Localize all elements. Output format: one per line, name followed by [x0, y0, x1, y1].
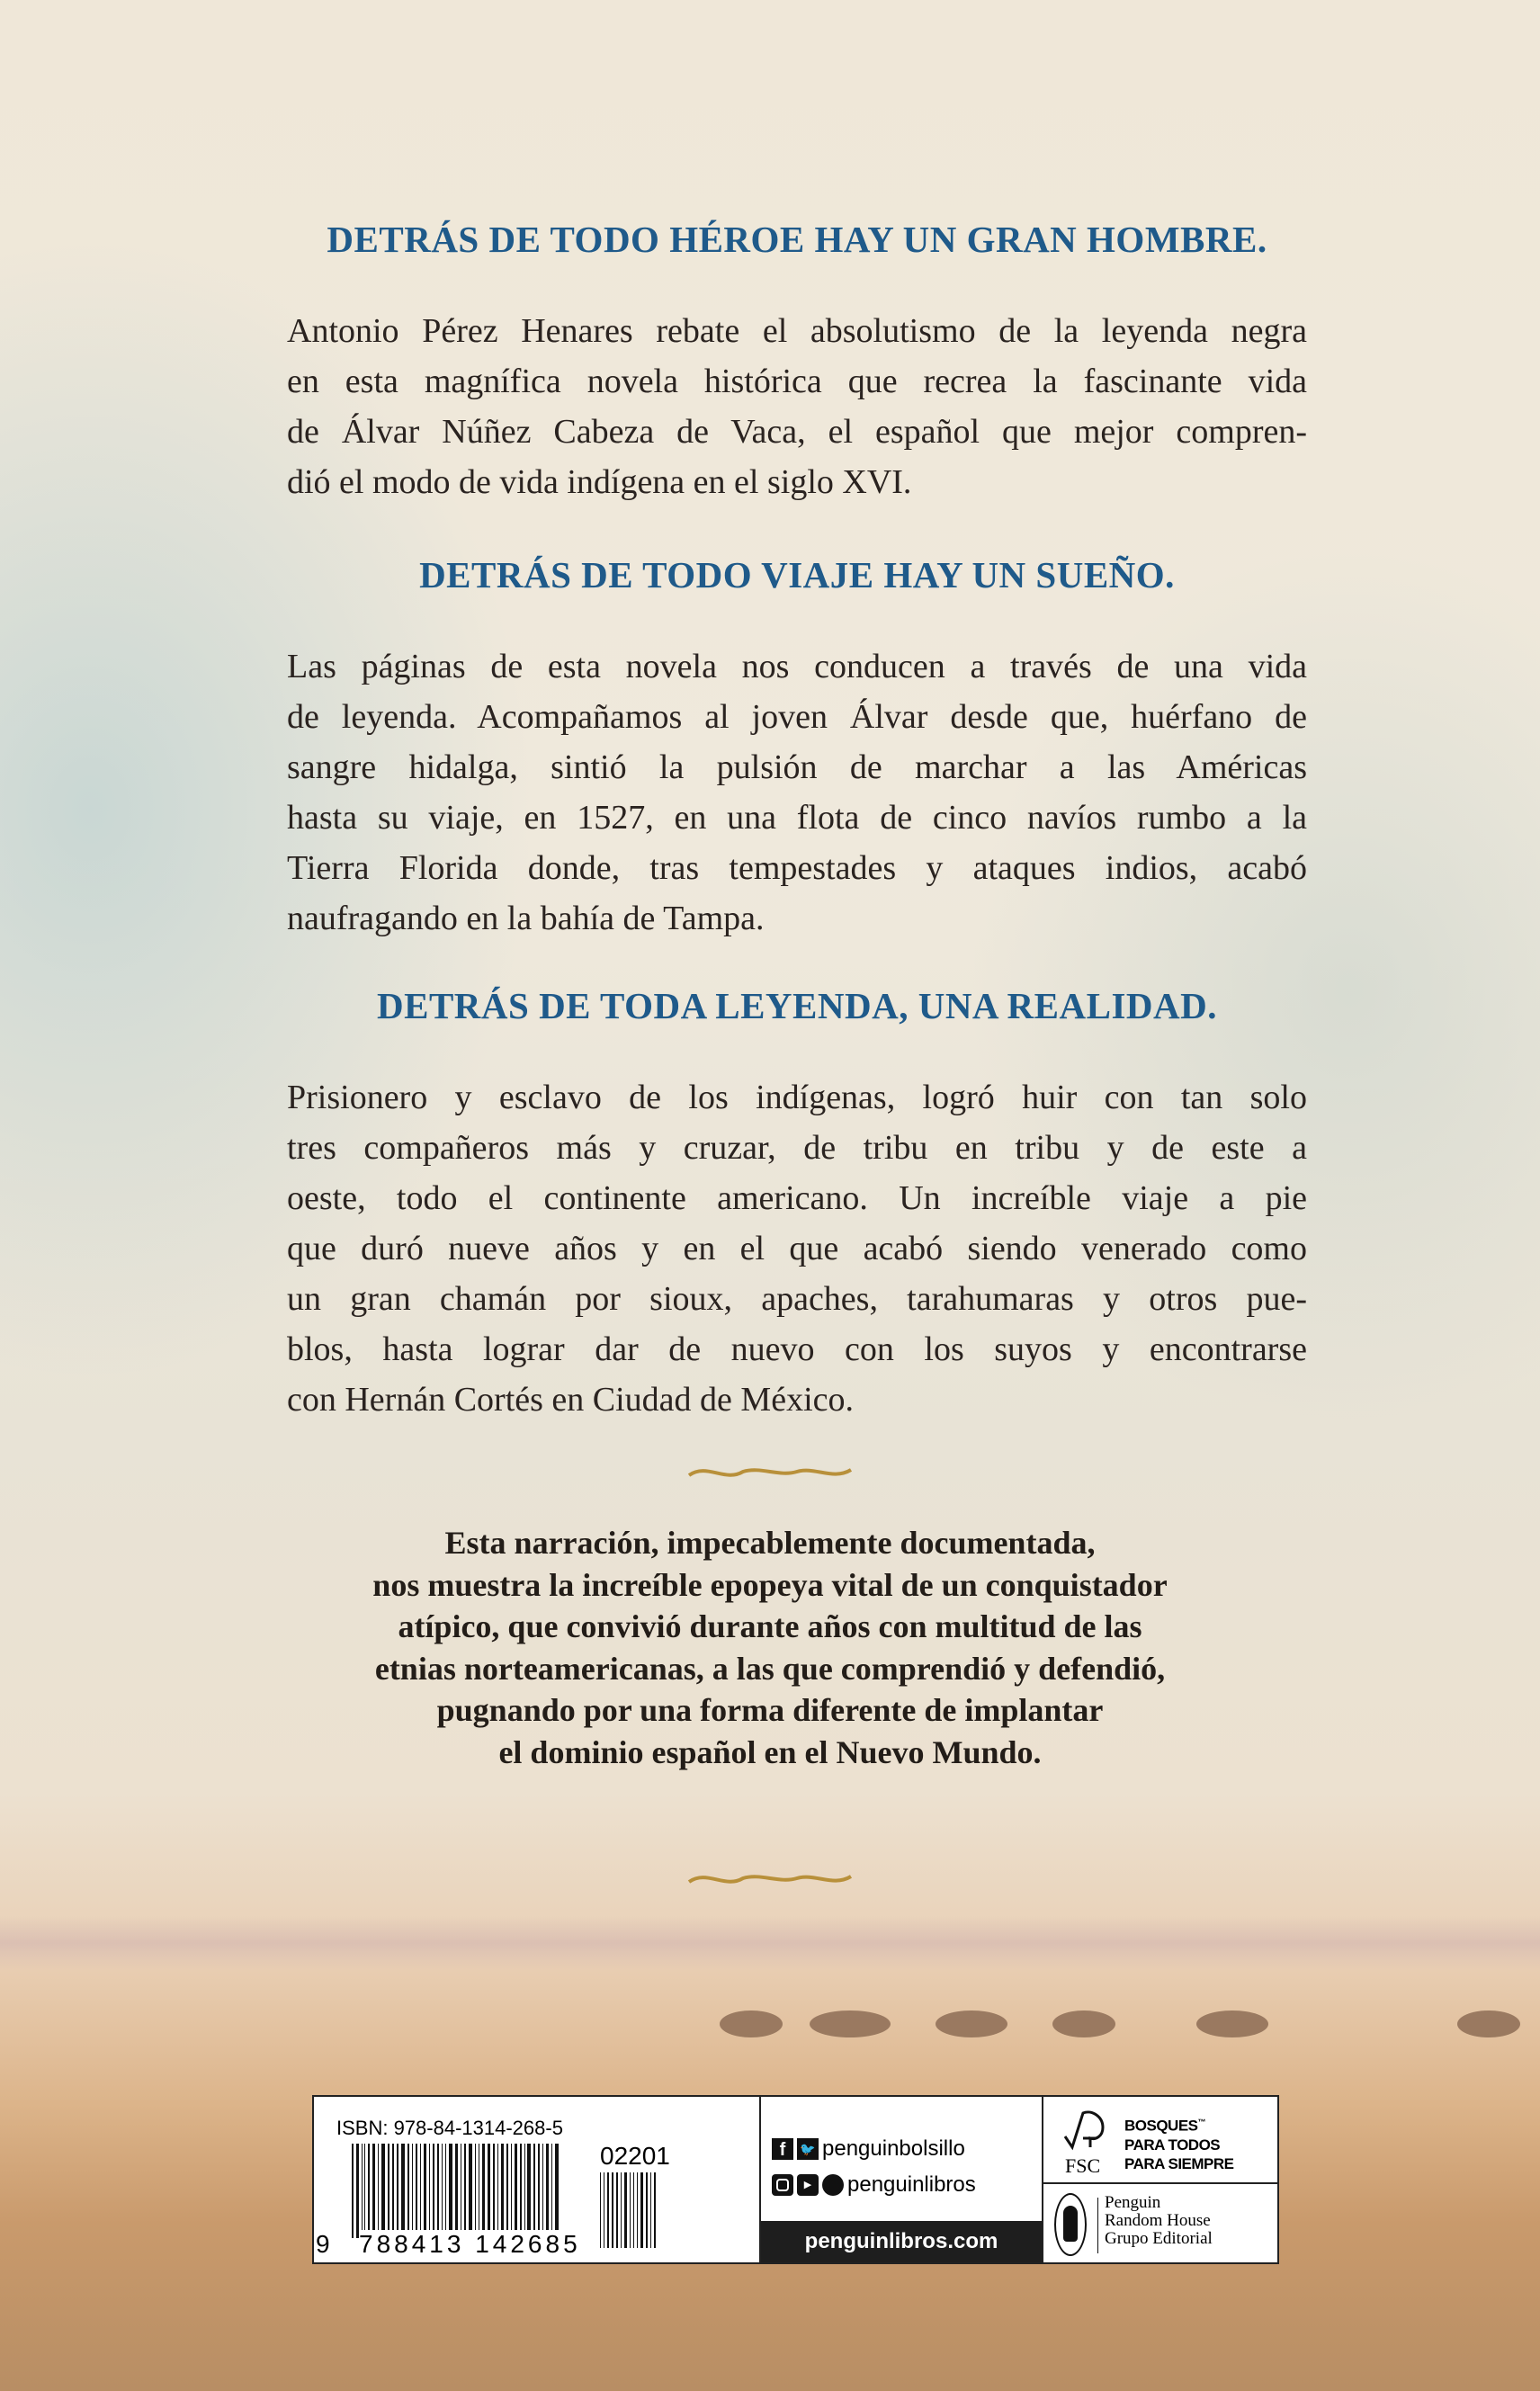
barcode-bar	[493, 2144, 495, 2238]
addon-code: 02201	[600, 2142, 670, 2170]
barcode-bar	[392, 2144, 394, 2238]
body-line: de Álvar Núñez Cabeza de Vaca, el español que mejor compren-	[287, 413, 1307, 451]
barcode-bar	[612, 2172, 613, 2248]
bison-herd	[720, 2010, 783, 2037]
barcode-bar	[630, 2172, 631, 2248]
barcode-bar	[551, 2144, 552, 2238]
barcode-bar	[407, 2144, 410, 2238]
body-line: de leyenda. Acompañamos al joven Álvar desde que, huérfano de	[287, 698, 1307, 736]
landscape-horizon	[0, 1916, 1540, 1970]
body-line: Prisionero y esclavo de los indígenas, logró huir con tan solo	[287, 1079, 1307, 1116]
barcode-bar	[533, 2144, 535, 2238]
barcode-bar	[515, 2144, 517, 2238]
isbn-label: ISBN: 978-84-1314-268-5	[336, 2117, 563, 2139]
barcode-bar	[621, 2172, 622, 2248]
body-line: hasta su viaje, en 1527, en una flota de cinco navíos rumbo a la	[287, 799, 1307, 837]
section-heading: DETRÁS DE TODO HÉROE HAY UN GRAN HOMBRE.	[327, 219, 1267, 260]
barcode-bar	[429, 2144, 430, 2238]
barcode-digits: 788413 142685	[359, 2230, 581, 2258]
barcode-bar	[388, 2144, 390, 2238]
summary-line: nos muestra la increíble epopeya vital de un conquistador	[372, 1566, 1168, 1603]
penguin-logo-icon	[1054, 2193, 1087, 2256]
barcode-bar	[542, 2144, 543, 2238]
publisher-section	[1043, 2097, 1277, 2262]
fsc-slogan: PARA SIEMPRE	[1124, 2154, 1234, 2172]
facebook-icon[interactable]: f	[772, 2138, 793, 2160]
barcode-bar	[624, 2172, 627, 2248]
barcode-bar	[464, 2144, 466, 2238]
barcode-bar	[637, 2172, 638, 2248]
barcode-bar	[555, 2144, 559, 2238]
barcode-bar	[424, 2144, 426, 2238]
body-line: Tierra Florida donde, tras tempestades y ataques indios, acabó	[287, 849, 1307, 887]
ornament-divider	[680, 1866, 860, 1893]
barcode-bar	[497, 2144, 498, 2238]
bison-herd	[1196, 2010, 1268, 2037]
bison-herd	[810, 2010, 891, 2037]
spotify-icon[interactable]	[822, 2174, 844, 2196]
barcode-section	[314, 2097, 761, 2262]
bison-herd	[1457, 2010, 1520, 2037]
barcode-panel	[312, 2095, 1279, 2264]
barcode-bar	[654, 2172, 656, 2248]
body-line: oeste, todo el continente americano. Un increíble viaje a pie	[287, 1179, 1307, 1217]
body-line: naufragando en la bahía de Tampa.	[287, 900, 765, 937]
fsc-slogan: PARA TODOS	[1124, 2136, 1221, 2154]
barcode-bar	[600, 2172, 601, 2248]
body-line: sangre hidalga, sintió la pulsión de marchar a las Américas	[287, 748, 1307, 786]
barcode-bar	[420, 2144, 421, 2238]
body-line: que duró nueve años y en el que acabó siendo venerado como	[287, 1230, 1307, 1267]
body-line: dió el modo de vida indígena en el siglo XVI.	[287, 463, 912, 501]
section-body	[287, 306, 1307, 507]
barcode-bar	[527, 2144, 531, 2238]
summary-line: atípico, que convivió durante años con multitud de las	[398, 1608, 1142, 1644]
social-handle[interactable]: penguinbolsillo	[822, 2136, 965, 2161]
social-section	[761, 2097, 1043, 2262]
barcode-bar	[646, 2172, 648, 2248]
barcode-bar	[372, 2144, 375, 2238]
fsc-slogan: BOSQUES	[1124, 2117, 1198, 2135]
barcode-bar	[356, 2144, 359, 2238]
section-body	[287, 1072, 1307, 1425]
barcode-bar	[455, 2144, 459, 2238]
barcode-bar	[368, 2144, 370, 2238]
body-line: en esta magnífica novela histórica que recrea la fascinante vida	[287, 363, 1307, 400]
barcode-bar	[449, 2144, 452, 2238]
publisher-name	[1105, 2194, 1213, 2248]
fsc-logo	[1043, 2097, 1277, 2184]
barcode-bar	[538, 2144, 540, 2238]
barcode-bar	[475, 2144, 476, 2238]
barcode-bar	[364, 2144, 365, 2238]
barcode-bar	[479, 2144, 480, 2238]
barcode-bar	[416, 2144, 417, 2238]
barcode-bar	[362, 2144, 363, 2238]
barcode-bar	[633, 2172, 634, 2248]
barcode-bar	[381, 2144, 385, 2238]
ean-barcode	[352, 2144, 559, 2238]
barcode-bar	[482, 2144, 485, 2238]
barcode-bar	[520, 2144, 522, 2238]
barcode-bar	[511, 2144, 512, 2238]
barcode-bar	[401, 2144, 405, 2238]
barcode-bar	[445, 2144, 446, 2238]
twitter-icon[interactable]: 🐦	[797, 2138, 819, 2160]
website-link[interactable]: penguinlibros.com	[761, 2221, 1042, 2262]
barcode-bar	[412, 2144, 413, 2238]
barcode-bar	[546, 2144, 550, 2238]
summary-line: pugnando por una forma diferente de implantar	[436, 1692, 1104, 1728]
barcode-bar	[378, 2144, 379, 2238]
publisher-line: Random House	[1105, 2211, 1211, 2230]
barcode-bar	[506, 2144, 508, 2238]
body-line: un gran chamán por sioux, apaches, tarahumaras y otros pue-	[287, 1280, 1307, 1318]
barcode-bar	[616, 2172, 618, 2248]
summary-line: Esta narración, impecablemente documentada,	[444, 1525, 1096, 1561]
bison-herd	[936, 2010, 1007, 2037]
barcode-bar	[433, 2144, 435, 2238]
barcode-bar	[650, 2172, 651, 2248]
barcode-bar	[442, 2144, 443, 2238]
fsc-tree-icon	[1063, 2108, 1108, 2153]
bison-herd	[1052, 2010, 1115, 2037]
section-heading: DETRÁS DE TODA LEYENDA, UNA REALIDAD.	[377, 985, 1217, 1026]
youtube-icon[interactable]: ▶	[797, 2174, 819, 2196]
publisher-line: Penguin	[1105, 2193, 1161, 2212]
summary-line: el dominio español en el Nuevo Mundo.	[498, 1733, 1042, 1770]
barcode-bar	[488, 2144, 490, 2238]
barcode-bar	[469, 2144, 472, 2238]
barcode-bar	[437, 2144, 439, 2238]
ornament-divider	[680, 1459, 860, 1486]
body-line: con Hernán Cortés en Ciudad de México.	[287, 1381, 854, 1419]
barcode-bar	[607, 2172, 610, 2248]
summary-line: etnias norteamericanas, a las que comprendió y defendió,	[374, 1650, 1166, 1687]
barcode-bar	[640, 2172, 643, 2248]
fsc-label: FSC	[1065, 2154, 1101, 2177]
body-line: Antonio Pérez Henares rebate el absolutismo de la leyenda negra	[287, 312, 1307, 350]
publisher-line: Grupo Editorial	[1105, 2229, 1213, 2248]
trademark: ™	[1197, 2118, 1206, 2127]
social-handle[interactable]: penguinlibros	[847, 2172, 976, 2197]
barcode-first-digit: 9	[316, 2230, 330, 2258]
summary-paragraph	[270, 1522, 1270, 1773]
addon-barcode	[600, 2172, 656, 2248]
barcode-bar	[397, 2144, 398, 2238]
body-line: tres compañeros más y cruzar, de tribu en tribu y de este a	[287, 1129, 1307, 1167]
barcode-bar	[524, 2144, 525, 2238]
body-line: blos, hasta lograr dar de nuevo con los suyos y encontrarse	[287, 1330, 1307, 1368]
section-heading: DETRÁS DE TODO VIAJE HAY UN SUEÑO.	[419, 554, 1175, 596]
section-body	[287, 641, 1307, 944]
body-line: Las páginas de esta novela nos conducen a través de una vida	[287, 648, 1307, 685]
barcode-bar	[501, 2144, 505, 2238]
barcode-bar	[352, 2144, 354, 2238]
instagram-icon[interactable]	[772, 2174, 793, 2196]
